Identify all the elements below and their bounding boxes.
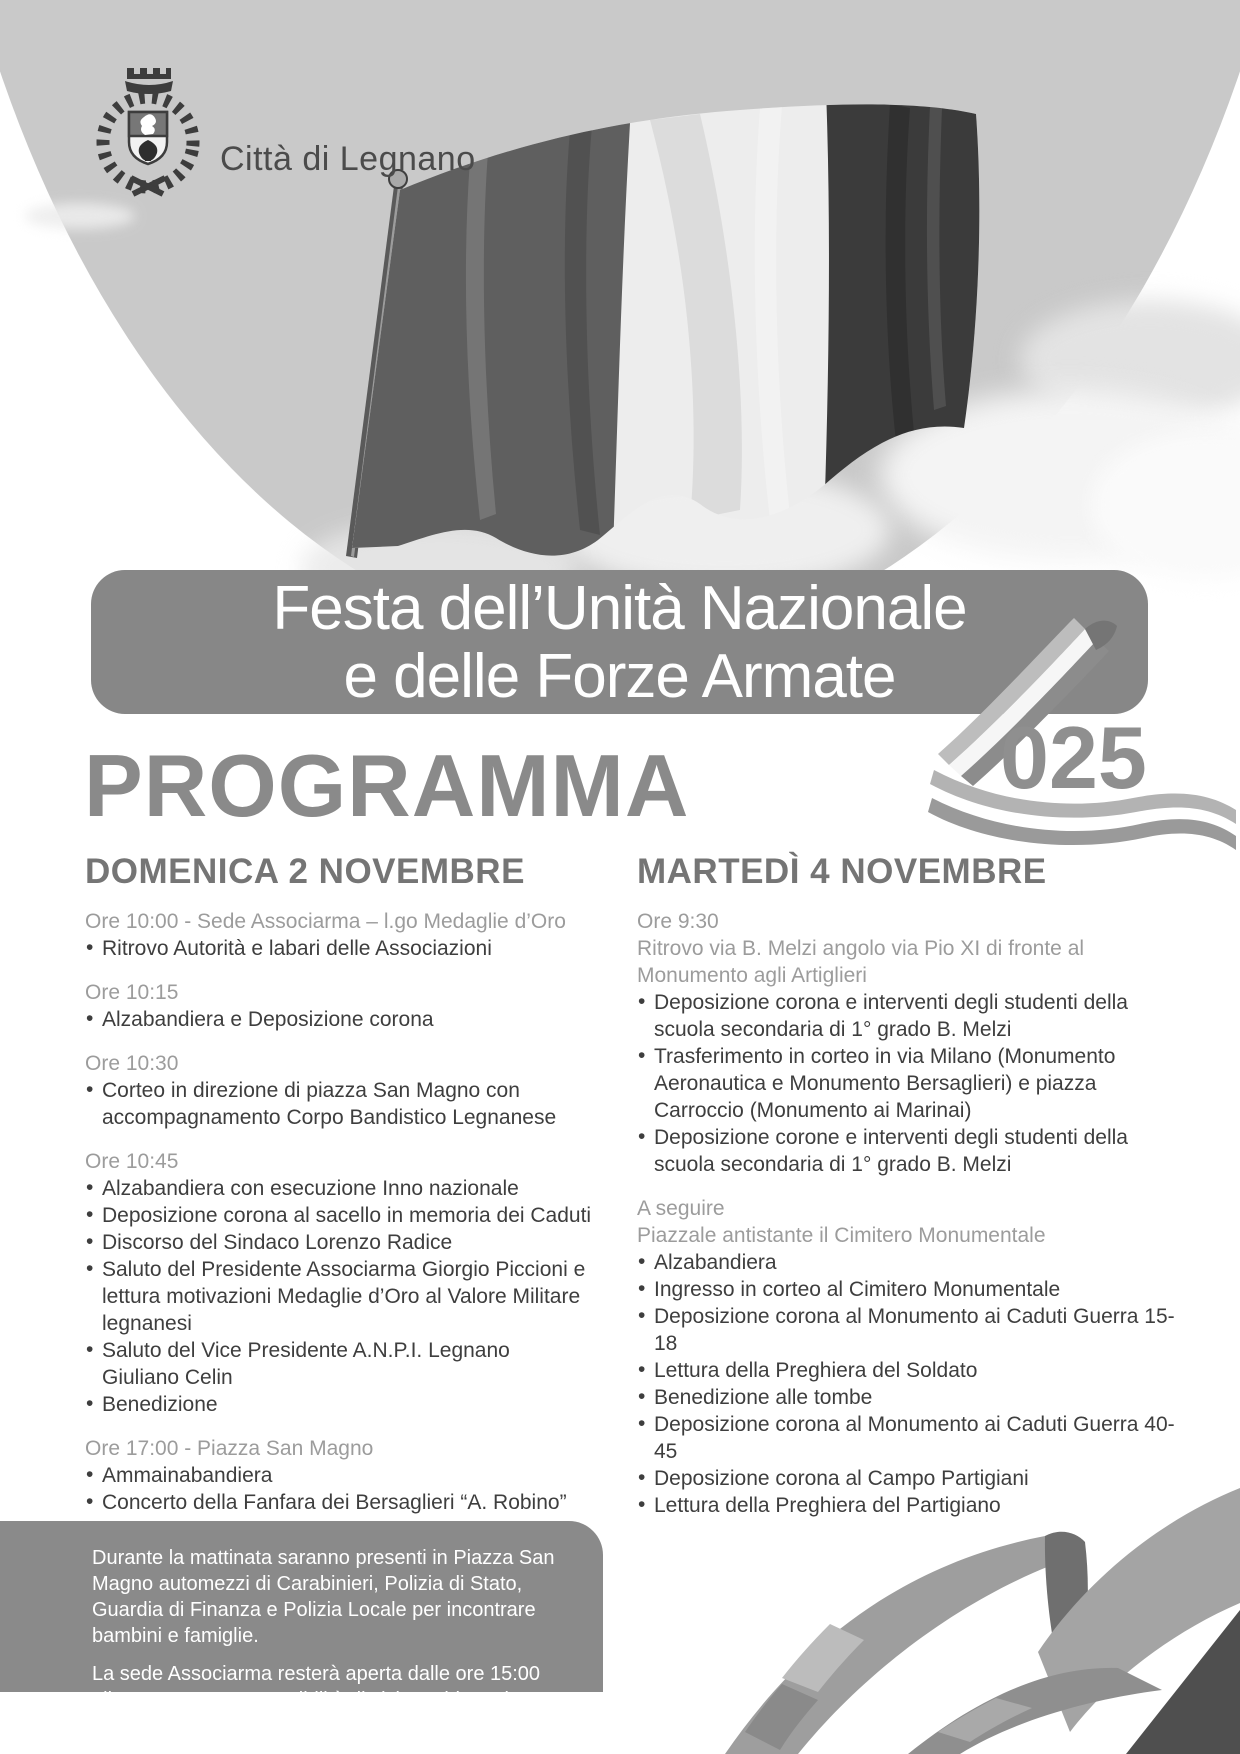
program-group [637,1195,1185,1519]
bullet-icon: • [638,1044,646,1067]
program-item-text: Deposizione corona al Monumento ai Caduti Guerra 40-45 [654,1413,1175,1463]
program-item [85,1202,592,1229]
bullet-icon: • [638,1493,646,1516]
program-item-text: Alzabandiera con esecuzione Inno nazionale [102,1177,519,1200]
bullet-icon: • [86,1176,94,1199]
program-item [85,1229,592,1256]
time-label: Ore 17:00 - Piazza San Magno [85,1437,374,1460]
program-item [85,1391,592,1418]
program-item [85,1337,592,1391]
program-item [85,1006,592,1033]
bullet-icon: • [638,1304,646,1327]
program-item-text: Benedizione [102,1393,218,1416]
time-label: Ore 9:30 [637,910,719,933]
section-heading: DOMENICA 2 NOVEMBRE [85,852,525,891]
bullet-icon: • [638,1358,646,1381]
bullet-icon: • [86,1463,94,1486]
program-item [637,989,1185,1043]
time-label: Ore 10:30 [85,1052,179,1075]
program-item [85,1256,592,1337]
bullet-icon: • [638,1250,646,1273]
program-item [637,1465,1185,1492]
year-2025-graphic [928,612,1240,860]
bullet-icon: • [86,1257,94,1280]
bullet-icon: • [638,1385,646,1408]
section-heading: MARTEDÌ 4 NOVEMBRE [637,852,1047,891]
bullet-icon: • [638,990,646,1013]
program-item-text: Ammainabandiera [102,1464,273,1487]
program-item-text: Deposizione corone e interventi degli studenti della scuola secondaria di 1° grado B. Melzi [654,1126,1128,1176]
cloud-shape [25,203,135,229]
bullet-icon: • [86,1203,94,1226]
program-item [637,1043,1185,1124]
year-digits: 025 [1000,708,1147,807]
info-box [0,1521,603,1737]
program-item [85,1175,592,1202]
program-item-text: Deposizione corona al sacello in memoria dei Caduti [102,1204,592,1227]
program-item-text: Ritrovo Autorità e labari delle Associazioni [102,937,492,960]
program-item [637,1276,1185,1303]
bullet-icon: • [86,1007,94,1030]
hero-section [0,0,1240,665]
program-item [637,1124,1185,1178]
program-item-text: Corteo in direzione di piazza San Magno con accompagnamento Corpo Bandistico Legnanese [102,1079,557,1129]
program-item [637,1249,1185,1276]
program-group [85,1435,592,1516]
bullet-icon: • [638,1277,646,1300]
program-item [637,1384,1185,1411]
bullet-icon: • [86,1230,94,1253]
program-item-text: Deposizione corona al Campo Partigiani [654,1467,1029,1490]
bullet-icon: • [638,1466,646,1489]
municipality-name: Città di Legnano [220,140,476,178]
program-item [85,1489,592,1516]
banner-title-line1: Festa dell’Unità Nazionale [272,574,967,643]
page-title: PROGRAMMA [84,736,690,835]
program-item-text: Benedizione alle tombe [654,1386,873,1409]
column-tuesday [637,852,1185,1536]
info-paragraph: Durante la mattinata saranno presenti in Piazza San Magno automezzi di Carabinieri, Polizia di Stato, Guardia di Finanza e Polizia Locale per incontrare bambini e famiglie. [92,1547,555,1647]
program-item [637,1303,1185,1357]
program-item-text: Ingresso in corteo al Cimitero Monumentale [654,1278,1061,1301]
program-item-text: Saluto del Vice Presidente A.N.P.I. Legnano Giuliano Celin [102,1339,510,1389]
program-item-text: Deposizione corona al Monumento ai Caduti Guerra 15-18 [654,1305,1175,1355]
program-item [637,1492,1185,1519]
time-label: Ore 10:45 [85,1150,179,1173]
program-group [85,1148,592,1418]
program-group [85,1050,592,1131]
banner-title-line2: e delle Forze Armate [343,642,896,711]
program-group [85,979,592,1033]
program-item [85,1462,592,1489]
program-item-text: Discorso del Sindaco Lorenzo Radice [102,1231,453,1254]
program-group [637,908,1185,1178]
location-label: Piazzale antistante il Cimitero Monumentale [637,1224,1046,1247]
bullet-icon: • [638,1125,646,1148]
program-item [85,1077,592,1131]
program-item-text: Alzabandiera [654,1251,777,1274]
program-item-text: Alzabandiera e Deposizione corona [102,1008,434,1031]
bullet-icon: • [86,1338,94,1361]
program-item-text: Deposizione corona e interventi degli studenti della scuola secondaria di 1° grado B. Melzi [654,991,1128,1041]
bullet-icon: • [86,1078,94,1101]
bullet-icon: • [86,936,94,959]
program-item-text: Lettura della Preghiera del Partigiano [654,1494,1001,1517]
program-item [85,935,592,962]
time-label: Ore 10:00 - Sede Associarma – l.go Medaglie d’Oro [85,910,566,933]
program-item-text: Concerto della Fanfara dei Bersaglieri “A. Robino” [102,1491,567,1514]
bullet-icon: • [86,1392,94,1415]
bullet-icon: • [638,1412,646,1435]
program-item-text: Lettura della Preghiera del Soldato [654,1359,978,1382]
program-item-text: Trasferimento in corteo in via Milano (Monumento Aeronautica e Monumento Bersaglieri) e piazza Carroccio (Monumento ai Marinai) [654,1045,1116,1122]
info-paragraph: La sede Associarma resterà aperta dalle ore 15:00 alle ore 18:00 con possibilità di visite guidate ai documenti e reperti conservati nelle sale. [92,1663,541,1737]
program-item [637,1357,1185,1384]
time-label: A seguire [637,1197,725,1220]
program-item [637,1411,1185,1465]
legnano-coat-of-arms-icon [85,66,211,206]
program-group [85,908,592,962]
column-sunday [85,852,592,1533]
bullet-icon: • [86,1490,94,1513]
location-label: Ritrovo via B. Melzi angolo via Pio XI di fronte al Monumento agli Artiglieri [637,937,1085,987]
program-item-text: Saluto del Presidente Associarma Giorgio Piccioni e lettura motivazioni Medaglie d’Oro al Valore Militare legnanesi [102,1258,586,1335]
time-label: Ore 10:15 [85,981,179,1004]
